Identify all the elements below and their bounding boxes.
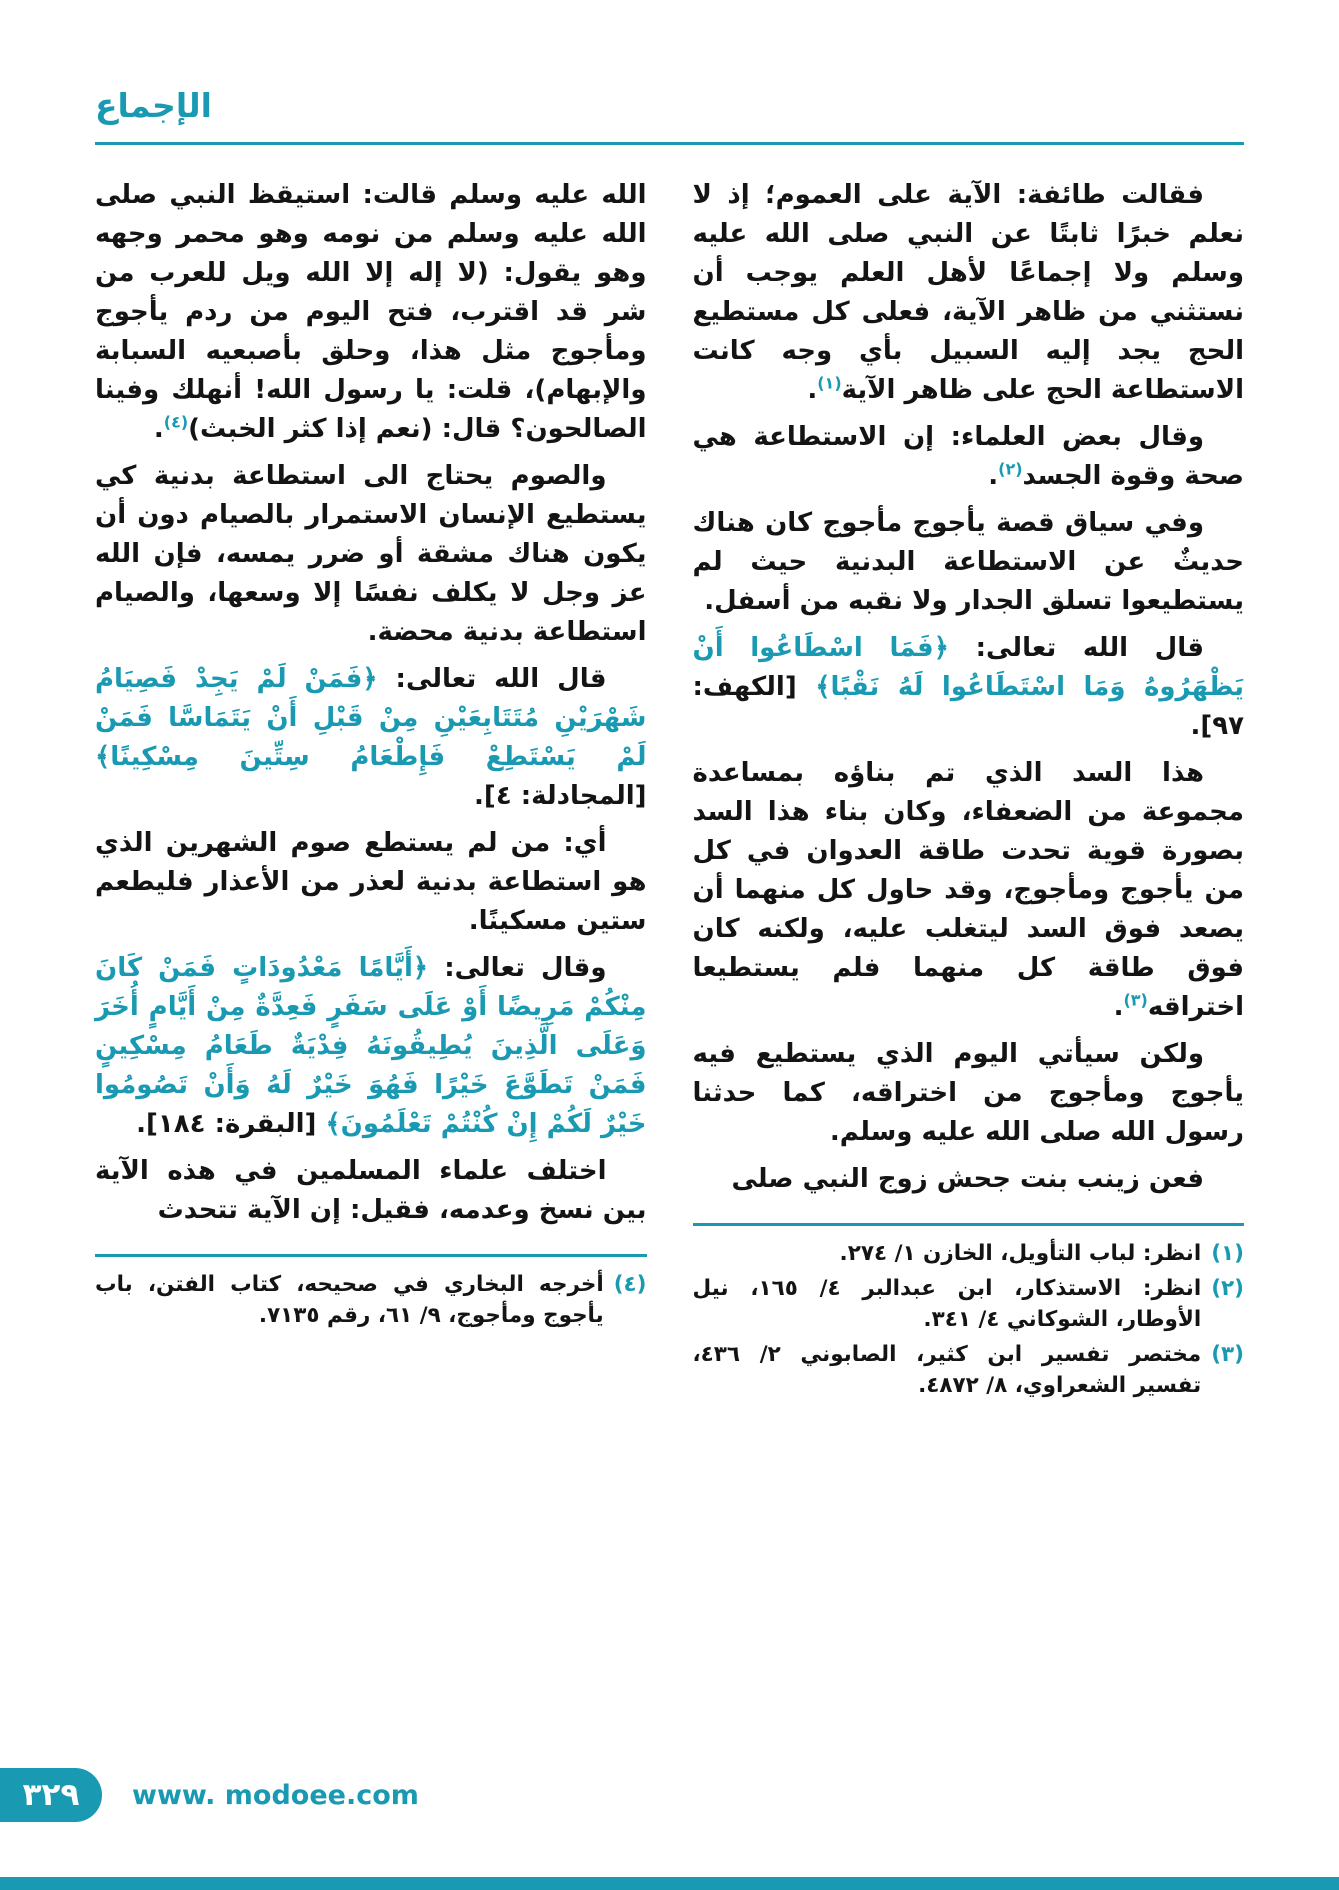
footnote-number: (٣) xyxy=(1211,1342,1244,1367)
body-text: [الكهف: ٩٧]. xyxy=(692,672,1244,741)
column-left xyxy=(95,176,647,1401)
body-text: . xyxy=(153,414,164,444)
footnote-number: (١) xyxy=(1211,1241,1244,1266)
body-text: . xyxy=(1113,992,1124,1022)
footnote-text: مختصر تفسير ابن كثير، الصابوني ٢/ ٤٣٦، تفسير الشعراوي، ٨/ ٤٨٧٢. xyxy=(692,1342,1202,1398)
header-rule xyxy=(95,142,1244,145)
footnote xyxy=(95,1269,647,1331)
body-text: اختلف علماء المسلمين في هذه الآية بين نسخ وعدمه، فقيل: إن الآية تتحدث xyxy=(95,1156,647,1225)
column-right xyxy=(693,176,1245,1401)
paragraph xyxy=(693,418,1245,496)
paragraph xyxy=(95,824,647,941)
body-text: والصوم يحتاج الى استطاعة بدنية كي يستطيع الإنسان الاستمرار بالصيام دون أن يكون هناك مشقة أو ضرر يمسه، فإن الله عز وجل لا يكلف نفسًا إلا وسعها، والصيام استطاعة بدنية محضة. xyxy=(95,461,647,647)
footnote-rule xyxy=(95,1254,647,1257)
paragraph xyxy=(95,176,647,449)
footnote-number: (٤) xyxy=(613,1272,647,1297)
footnote xyxy=(693,1238,1245,1269)
paragraph xyxy=(693,1035,1245,1152)
column-text xyxy=(95,176,647,1238)
footnote-rule xyxy=(693,1223,1245,1226)
paragraph xyxy=(95,457,647,652)
body-text: وقال بعض العلماء: إن الاستطاعة هي صحة وقوة الجسد xyxy=(692,422,1244,491)
paragraph xyxy=(693,629,1245,746)
footnote-marker: (٢) xyxy=(998,459,1023,479)
footnote xyxy=(693,1273,1245,1335)
footnote-marker: (٤) xyxy=(163,412,189,432)
body-text: قال الله تعالى: xyxy=(377,664,607,694)
footnote-marker: (٣) xyxy=(1123,990,1148,1010)
footnote-text: انظر: لباب التأويل، الخازن ١/ ٢٧٤. xyxy=(839,1241,1202,1266)
body-text: [المجادلة: ٤]. xyxy=(474,781,647,811)
paragraph xyxy=(693,504,1245,621)
page-header xyxy=(95,86,1244,146)
body-text: الله عليه وسلم قالت: استيقظ النبي صلى الله عليه وسلم من نومه وهو محمر وجهه وهو يقول: (لا إله إلا الله ويل للعرب من شر قد اقترب، فتح اليوم من ردم يأجوج ومأجوج مثل هذا، وحلق بأصبعيه السبابة والإبهام)، قلت: يا رسول الله! أنهلك وفينا الصالحون؟ قال: (نعم إذا كثر الخبث) xyxy=(95,180,647,444)
footnote-text: انظر: الاستذكار، ابن عبدالبر ٤/ ١٦٥، نيل الأوطار، الشوكاني ٤/ ٣٤١. xyxy=(692,1276,1202,1332)
body-text: وفي سياق قصة يأجوج مأجوج كان هناك حديثٌ عن الاستطاعة البدنية حيث لم يستطيعوا تسلق الجدار ولا نقبه من أسفل. xyxy=(692,508,1244,616)
footnote xyxy=(693,1339,1245,1401)
body-text: . xyxy=(988,461,999,491)
page-number-badge: ٣٢٩ xyxy=(0,1768,102,1822)
body-text: ولكن سيأتي اليوم الذي يستطيع فيه يأجوج ومأجوج من اختراقه، كما حدثنا رسول الله صلى الله عليه وسلم. xyxy=(692,1039,1244,1147)
paragraph xyxy=(95,949,647,1144)
quran-verse: ﴿فَمَنْ لَمْ يَجِدْ فَصِيَامُ شَهْرَيْنِ مُتَتَابِعَيْنِ مِنْ قَبْلِ أَنْ يَتَمَاسَّا فَمَنْ لَمْ يَسْتَطِعْ فَإِطْعَامُ سِتِّينَ مِسْكِينًا﴾ xyxy=(95,664,647,772)
quran-verse: ﴿أَيَّامًا مَعْدُودَاتٍ فَمَنْ كَانَ مِنْكُمْ مَرِيضًا أَوْ عَلَى سَفَرٍ فَعِدَّةٌ مِنْ أَيَّامٍ أُخَرَ وَعَلَى الَّذِينَ يُطِيقُونَهُ فِدْيَةٌ طَعَامُ مِسْكِينٍ فَمَنْ تَطَوَّعَ خَيْرًا فَهُوَ خَيْرٌ لَهُ وَأَنْ تَصُومُوا خَيْرٌ لَكُمْ إِنْ كُنْتُمْ تَعْلَمُونَ﴾ xyxy=(95,953,647,1139)
body-text: [البقرة: ١٨٤]. xyxy=(136,1109,326,1139)
page-header-title: الإجماع xyxy=(95,86,212,125)
column-text xyxy=(693,176,1245,1207)
paragraph xyxy=(693,754,1245,1027)
paragraph xyxy=(95,660,647,816)
body-text: فقالت طائفة: الآية على العموم؛ إذ لا نعلم خبرًا ثابتًا عن النبي صلى الله عليه وسلم ولا إجماعًا لأهل العلم يوجب أن نستثني من ظاهر الآية، فعلى كل مستطيع الحج يجد إليه السبيل بأي وجه كانت الاستطاعة الحج على ظاهر الآية xyxy=(692,180,1244,405)
website-text: www. modoee.com xyxy=(132,1780,419,1811)
body-text: وقال تعالى: xyxy=(428,953,607,983)
bottom-bar xyxy=(0,1877,1339,1890)
footnote-text: أخرجه البخاري في صحيحه، كتاب الفتن، باب يأجوج ومأجوج، ٩/ ٦١، رقم ٧١٣٥. xyxy=(95,1272,604,1328)
paragraph xyxy=(95,1152,647,1230)
body-text: . xyxy=(807,375,818,405)
footnote-marker: (١) xyxy=(817,373,842,393)
body-text: أي: من لم يستطع صوم الشهرين الذي هو استطاعة بدنية لعذر من الأعذار فليطعم ستين مسكينًا. xyxy=(95,828,647,936)
body-text: قال الله تعالى: xyxy=(948,633,1204,663)
paragraph xyxy=(693,1160,1245,1199)
footnote-number: (٢) xyxy=(1211,1276,1244,1301)
quran-verse: ﴿فَمَا اسْطَاعُوا أَنْ يَظْهَرُوهُ وَمَا اسْتَطَاعُوا لَهُ نَقْبًا﴾ xyxy=(692,633,1244,702)
body-text: فعن زينب بنت جحش زوج النبي صلى xyxy=(731,1164,1204,1194)
footnotes xyxy=(95,1269,647,1331)
body-text: هذا السد الذي تم بناؤه بمساعدة مجموعة من الضعفاء، وكان بناء هذا السد بصورة قوية تحدت طاقة العدوان في كل من يأجوج ومأجوج، وقد حاول كل منهما أن يصعد فوق السد ليتغلب عليه، ولكنه كان فوق طاقة كل منهما فلم يستطيعا اختراقه xyxy=(692,758,1244,1022)
footnotes xyxy=(693,1238,1245,1401)
paragraph xyxy=(693,176,1245,410)
page-content xyxy=(95,176,1244,1401)
